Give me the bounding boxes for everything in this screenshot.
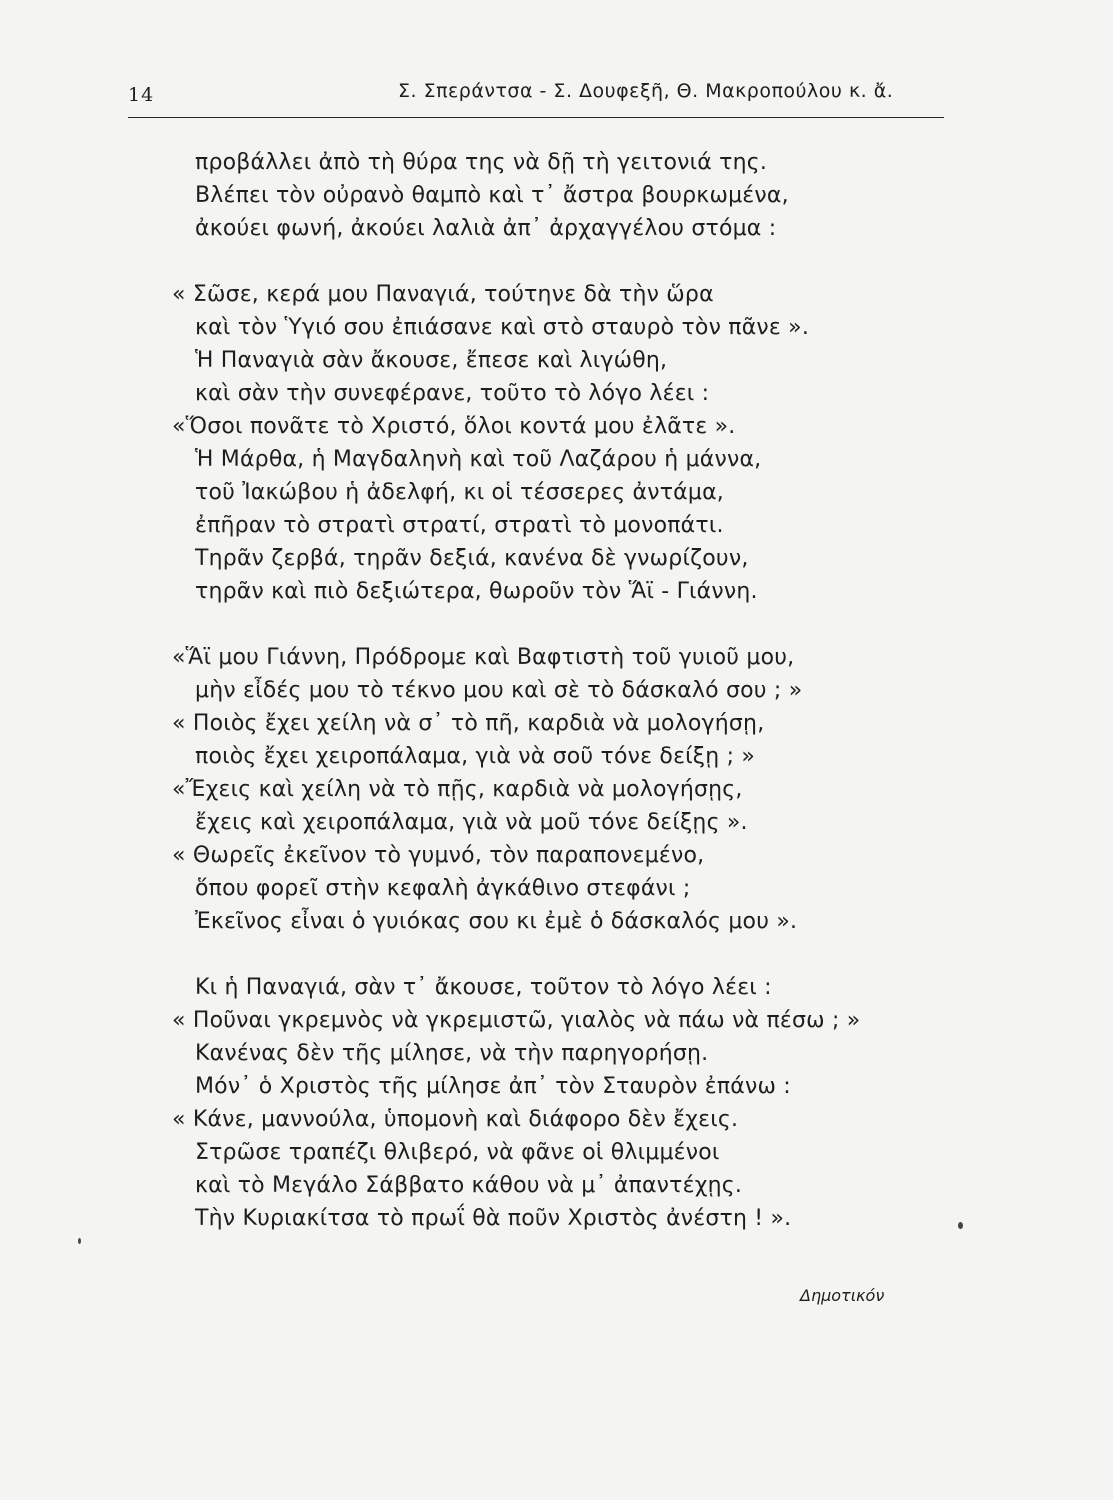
poem-line: ποιὸς ἔχει χειροπάλαμα, γιὰ νὰ σοῦ τόνε δείξῃ ; » xyxy=(195,744,756,769)
poem-line: Κι ἡ Παναγιά, σὰν τ᾽ ἄκουσε, τοῦτον τὸ λόγο λέει : xyxy=(195,975,772,1000)
poem-line: «Ἔχεις καὶ χείλη νὰ τὸ πῇς, καρδιὰ νὰ μολογήσῃς, xyxy=(172,777,743,802)
poem-line: τηρᾶν καὶ πιὸ δεξιώτερα, θωροῦν τὸν Ἅϊ - Γιάννη. xyxy=(195,579,758,604)
poem-line: Μόν᾽ ὁ Χριστὸς τῆς μίλησε ἀπ᾽ τὸν Σταυρὸν ἐπάνω : xyxy=(195,1074,791,1099)
poem-line: ἔχεις καὶ χειροπάλαμα, γιὰ νὰ μοῦ τόνε δείξῃς ». xyxy=(195,810,748,835)
poem-line: Ἐκεῖνος εἶναι ὁ γυιόκας σου κι ἐμὲ ὁ δάσκαλός μου ». xyxy=(195,909,798,934)
poem-line: Κανένας δὲν τῆς μίλησε, νὰ τὴν παρηγορήσῃ. xyxy=(195,1041,709,1066)
poem-line: « Ποῦναι γκρεμνὸς νὰ γκρεμιστῶ, γιαλὸς νὰ πάω νὰ πέσω ; » xyxy=(172,1008,861,1033)
running-head: Σ. Σπεράντσα - Σ. Δουφεξῆ, Θ. Μακροπούλου κ. ἄ. xyxy=(398,80,894,102)
ink-speck xyxy=(78,1238,81,1244)
poem-line: Βλέπει τὸν οὐρανὸ θαμπὸ καὶ τ᾽ ἄστρα βουρκωμένα, xyxy=(195,183,789,208)
poem-line: « Θωρεῖς ἐκεῖνον τὸ γυμνό, τὸν παραπονεμένο, xyxy=(172,843,705,868)
header-rule xyxy=(128,117,944,118)
poem-line: Ἡ Παναγιὰ σὰν ἄκουσε, ἔπεσε καὶ λιγώθη, xyxy=(195,348,668,373)
poem-line: προβάλλει ἀπὸ τὴ θύρα της νὰ δῇ τὴ γειτονιά της. xyxy=(195,150,768,175)
poem-line: ἀκούει φωνή, ἀκούει λαλιὰ ἀπ᾽ ἀρχαγγέλου στόμα : xyxy=(195,216,777,241)
poem-line: μὴν εἶδές μου τὸ τέκνο μου καὶ σὲ τὸ δάσκαλό σου ; » xyxy=(195,678,803,703)
signature: Δημοτικόν xyxy=(800,1286,885,1305)
poem-line: καὶ σὰν τὴν συνεφέρανε, τοῦτο τὸ λόγο λέει : xyxy=(195,381,710,406)
poem-line: καὶ τὸ Μεγάλο Σάββατο κάθου νὰ μ᾽ ἀπαντέχῃς. xyxy=(195,1173,743,1198)
poem-line: Τὴν Κυριακίτσα τὸ πρωΐ θὰ ποῦν Χριστὸς ἀνέστη ! ». xyxy=(195,1206,792,1231)
ink-speck xyxy=(958,1222,963,1229)
poem-line: « Ποιὸς ἔχει χείλη νὰ σ᾽ τὸ πῆ, καρδιὰ νὰ μολογήσῃ, xyxy=(172,711,765,736)
poem-line: Ἡ Μάρθα, ἡ Μαγδαληνὴ καὶ τοῦ Λαζάρου ἡ μάννα, xyxy=(195,447,762,472)
poem-line: «Ἅϊ μου Γιάννη, Πρόδρομε καὶ Βαφτιστὴ τοῦ γυιοῦ μου, xyxy=(172,645,795,670)
poem-line: « Κάνε, μαννούλα, ὑπομονὴ καὶ διάφορο δὲν ἔχεις. xyxy=(172,1107,739,1132)
poem-line: « Σῶσε, κερά μου Παναγιά, τούτηνε δὰ τὴν ὥρα xyxy=(172,282,714,307)
page-header xyxy=(0,0,1113,120)
poem-line: Τηρᾶν ζερβά, τηρᾶν δεξιά, κανένα δὲ γνωρίζουν, xyxy=(195,546,749,571)
poem-line: ὅπου φορεῖ στὴν κεφαλὴ ἀγκάθινο στεφάνι ; xyxy=(195,876,691,901)
poem-line: καὶ τὸν Ὑγιό σου ἐπιάσανε καὶ στὸ σταυρὸ τὸν πᾶνε ». xyxy=(195,315,810,340)
poem-line: «Ὅσοι πονᾶτε τὸ Χριστό, ὅλοι κοντά μου ἐλᾶτε ». xyxy=(172,414,736,439)
poem-line: τοῦ Ἰακώβου ἡ ἀδελφή, κι οἱ τέσσερες ἀντάμα, xyxy=(195,480,724,505)
poem-line: ἐπῆραν τὸ στρατὶ στρατί, στρατὶ τὸ μονοπάτι. xyxy=(195,513,724,538)
page-number: 14 xyxy=(128,84,155,106)
poem-line: Στρῶσε τραπέζι θλιβερό, νὰ φᾶνε οἱ θλιμμένοι xyxy=(195,1140,720,1165)
